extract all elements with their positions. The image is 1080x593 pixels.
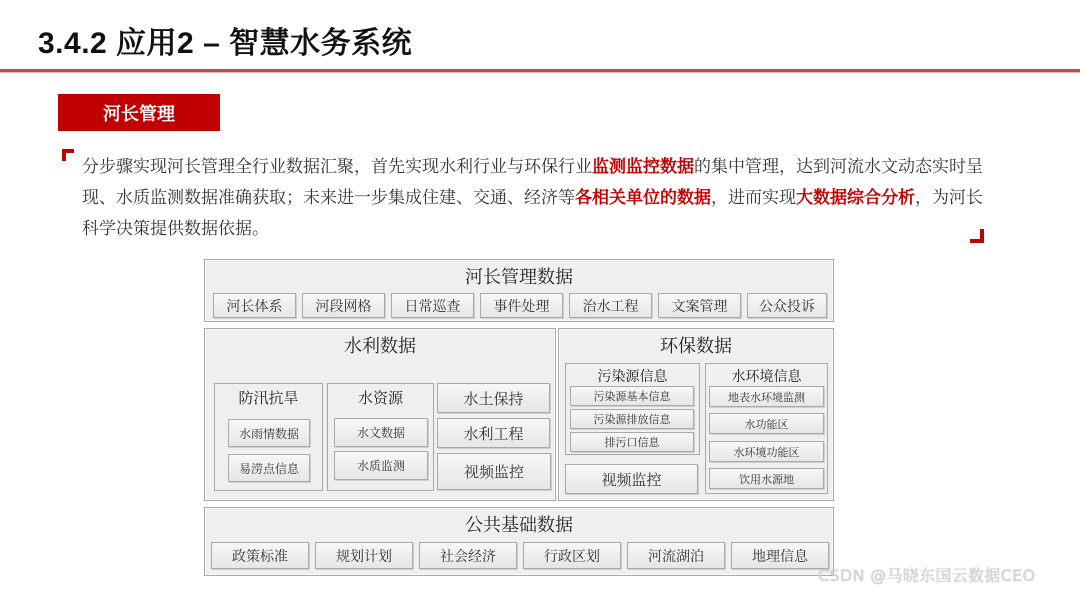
river-chief-item: 河长体系 [213, 293, 296, 318]
desc-segment: 的集中管理，达到河流水文动态实时呈现、水质监测数据准确获取；未来进一步集成住建、交通、经济等 [82, 157, 983, 208]
group-title: 水环境信息 [731, 369, 802, 385]
group-title: 污染源信息 [597, 369, 668, 385]
river-chief-item: 公众投诉 [747, 293, 827, 318]
water-env-item: 饮用水源地 [709, 468, 824, 489]
water-env-item: 地表水环境监测 [709, 386, 824, 407]
flood-drought-group [214, 383, 323, 491]
page-title: 3.4.2 应用2 – 智慧水务系统 [38, 27, 413, 60]
pollution-item: 污染源基本信息 [570, 386, 694, 406]
river-chief-item: 河段网格 [302, 293, 385, 318]
pollution-item: 污染源排放信息 [570, 409, 694, 429]
desc-segment: ，为河长科学决策提供数据依据。 [82, 188, 983, 239]
water-conservancy-item: 视频监控 [437, 453, 551, 490]
environmental-video-item: 视频监控 [565, 464, 698, 494]
description-text [82, 152, 992, 245]
environmental-data-panel [558, 328, 834, 501]
watermark: CSDN @马晓东国云数据CEO [818, 566, 1036, 585]
river-chief-item: 事件处理 [480, 293, 563, 318]
river-chief-item: 治水工程 [569, 293, 652, 318]
desc-segment: 分步骤实现河长管理全行业数据汇聚，首先实现水利行业与环保行业 [82, 157, 592, 177]
flood-item: 易涝点信息 [228, 454, 310, 482]
public-item: 行政区划 [523, 542, 621, 569]
river-chief-item: 日常巡查 [391, 293, 474, 318]
public-item: 规划计划 [315, 542, 413, 569]
river-chief-data-panel [204, 259, 834, 322]
group-title: 水资源 [357, 389, 403, 407]
panel-title: 环保数据 [660, 336, 732, 357]
public-item: 政策标准 [211, 542, 309, 569]
water-env-item: 水功能区 [709, 413, 824, 434]
pollution-item: 排污口信息 [570, 432, 694, 452]
desc-highlight: 大数据综合分析 [796, 188, 915, 208]
water-environment-group [705, 363, 828, 494]
pollution-source-group [565, 363, 700, 455]
panel-title: 公共基础数据 [465, 515, 573, 536]
title-divider-shadow [0, 72, 1080, 73]
desc-segment: ，进而实现 [711, 188, 796, 208]
river-chief-item: 文案管理 [658, 293, 741, 318]
quote-open-icon [62, 149, 74, 161]
water-resources-group [327, 383, 434, 491]
public-item: 河流湖泊 [627, 542, 725, 569]
water-env-item: 水环境功能区 [709, 441, 824, 462]
section-tag: 河长管理 [58, 94, 220, 131]
water-conservancy-item: 水利工程 [437, 418, 550, 448]
public-item: 地理信息 [731, 542, 829, 569]
water-resources-item: 水质监测 [334, 451, 428, 480]
water-conservancy-item: 水土保持 [437, 383, 550, 413]
group-title: 防汛抗旱 [238, 389, 299, 407]
quote-close-icon [970, 229, 984, 243]
desc-highlight: 监测监控数据 [592, 157, 694, 177]
panel-title: 河长管理数据 [465, 267, 573, 288]
public-basic-data-panel [204, 507, 834, 576]
panel-title: 水利数据 [344, 336, 416, 357]
water-resources-item: 水文数据 [334, 418, 428, 447]
water-conservancy-data-panel [204, 328, 556, 501]
public-item: 社会经济 [419, 542, 517, 569]
flood-item: 水雨情数据 [228, 419, 310, 447]
desc-highlight: 各相关单位的数据 [575, 188, 711, 208]
